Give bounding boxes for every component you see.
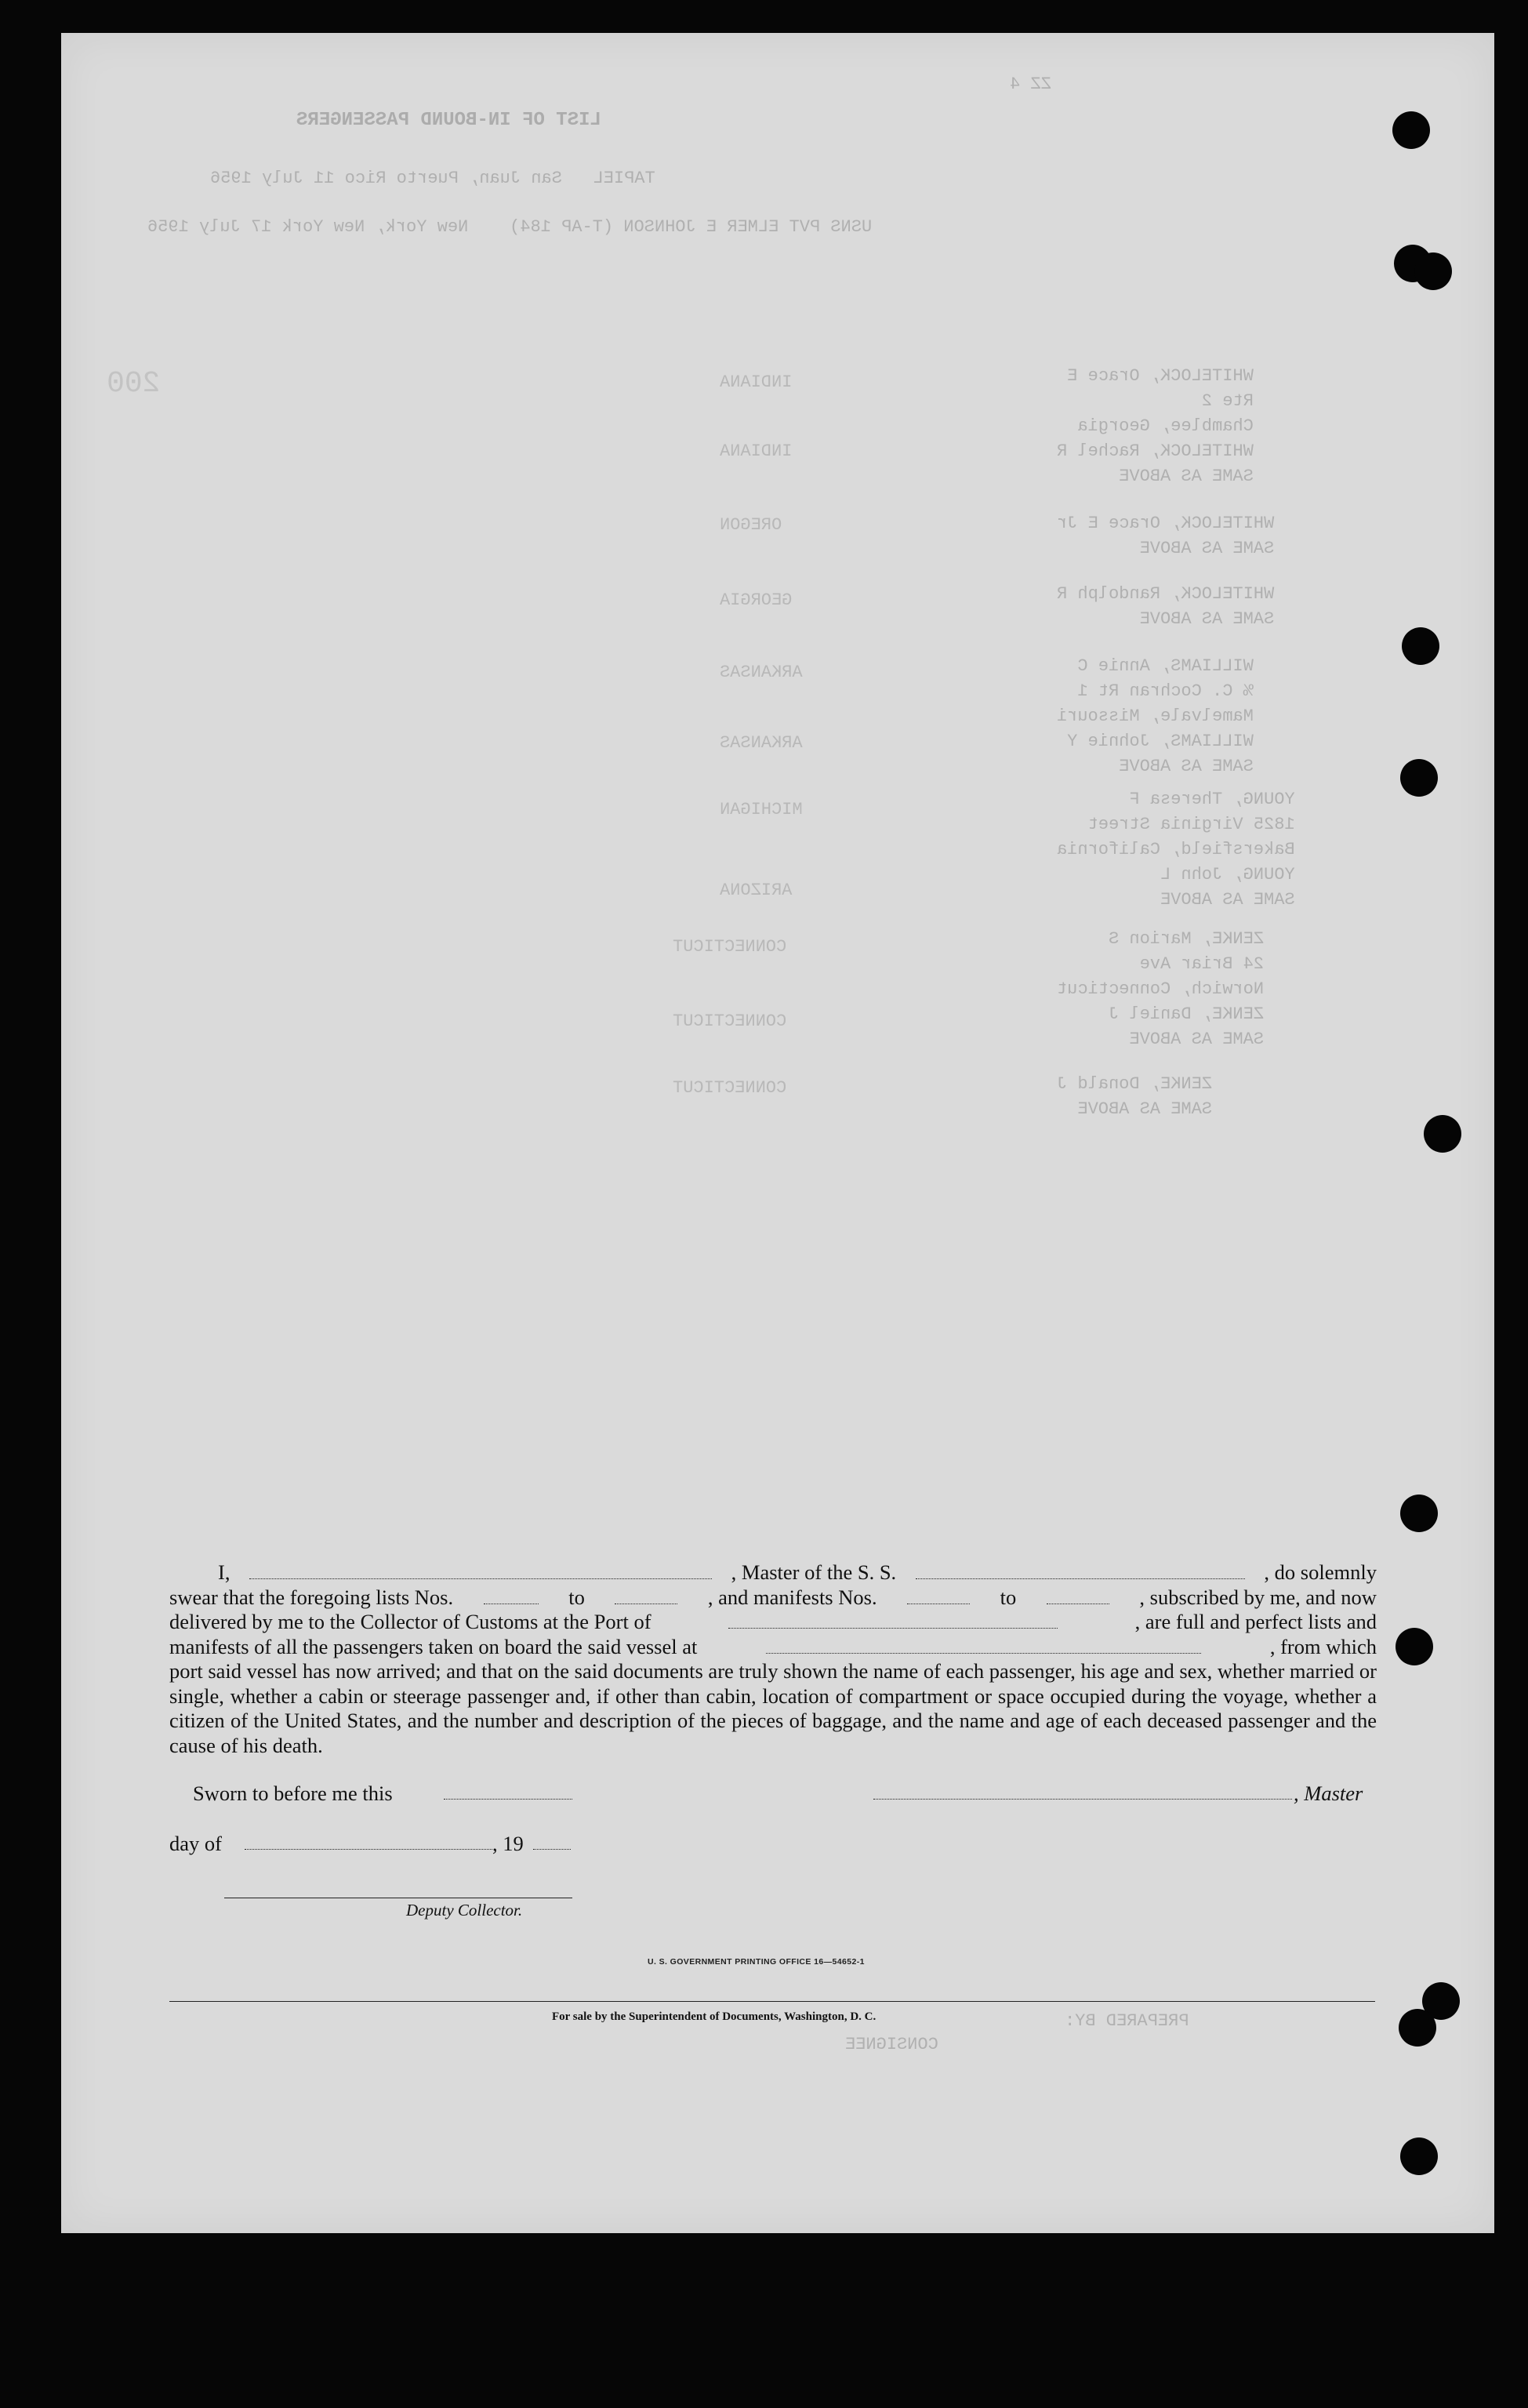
lists-to-field[interactable]: [615, 1588, 677, 1604]
punch-hole: [1399, 2009, 1436, 2047]
year-field[interactable]: [533, 1849, 571, 1850]
day-of-label: day of: [169, 1832, 222, 1855]
bleed-entry: YOUNG, Theresa F 1825 Virginia Street Bakersfield, California YOUNG, John L SAME AS ABOVE: [1057, 790, 1295, 910]
bleed-entry: WHITELOCK, Orace E Jr SAME AS ABOVE: [1057, 514, 1275, 558]
bleed-page-number: 200: [107, 367, 161, 401]
bleed-state: INDIANA: [720, 441, 793, 461]
port-field[interactable]: [728, 1612, 1058, 1629]
bleed-state: GEORGIA: [720, 590, 793, 610]
punch-hole: [1400, 1495, 1438, 1532]
form-sheet: [61, 33, 1494, 2233]
vessel-name-field[interactable]: [916, 1563, 1245, 1579]
sworn-label: Sworn to before me this: [193, 1781, 393, 1805]
footer-rule: [169, 2001, 1375, 2002]
year-label: , 19: [492, 1832, 524, 1855]
lists-from-field[interactable]: [484, 1588, 539, 1604]
bleed-entry: ZENKE, Marion S 24 Briar Ave Norwich, Connecticut ZENKE, Daniel J SAME AS ABOVE: [1057, 929, 1265, 1049]
bleed-state: CONNECTICUT: [673, 1078, 787, 1098]
manifests-from-field[interactable]: [907, 1588, 970, 1604]
bleed-state: MICHIGAN: [720, 800, 803, 819]
bleed-state: ARKANSAS: [720, 663, 803, 682]
oath-body: port said vessel has now arrived; and that on the said documents are truly shown the name of each passenger, his age and sex, whether married or single, whether a cabin or steerage passenger and, if other than cabin, location of compartment or space occupied during the voyage, whether a citizen of the United States, and the number and description of the pieces of baggage, and the name and age of each deceased passenger and the cause of his death.: [169, 1659, 1377, 1757]
master-label: , Master: [1294, 1781, 1363, 1805]
bleed-state: ARKANSAS: [720, 733, 803, 753]
punch-hole: [1392, 111, 1430, 149]
manifests-to-field[interactable]: [1047, 1588, 1109, 1604]
bleed-entry: WHITELOCK, Orace E Rte 2 Chamblee, Georgia WHITELOCK, Rachel R SAME AS ABOVE: [1057, 366, 1254, 486]
bleed-state: CONNECTICUT: [673, 1012, 787, 1031]
deputy-collector-label: Deputy Collector.: [406, 1901, 523, 1919]
punch-hole: [1402, 627, 1439, 665]
master-name-field[interactable]: [249, 1563, 712, 1579]
bleed-consignee: CONSIGNEE: [845, 2035, 938, 2054]
master-signature-field[interactable]: [873, 1799, 1292, 1800]
bleed-entry: WHITELOCK, Randolph R SAME AS ABOVE: [1057, 584, 1275, 629]
bleed-entry: ZENKE, Donald J SAME AS ABOVE: [1057, 1074, 1213, 1119]
punch-hole: [1400, 2137, 1438, 2175]
bleed-list-number: ZZ 4: [1010, 74, 1051, 94]
gpo-imprint: U. S. GOVERNMENT PRINTING OFFICE 16—54652-1: [648, 1957, 865, 1967]
bleed-header-vessel: USNS PVT ELMER E JOHNSON (T-AP 184) New York, New York 17 July 1956: [147, 217, 873, 237]
bleed-state: INDIANA: [720, 372, 793, 392]
bleed-state: CONNECTICUT: [673, 937, 787, 957]
punch-hole: [1400, 759, 1438, 797]
bleed-header-title: LIST OF IN-BOUND PASSENGERS: [296, 110, 601, 131]
day-of-field[interactable]: [245, 1849, 492, 1850]
punch-hole: [1414, 252, 1452, 290]
bleed-state: ARIZONA: [720, 881, 793, 900]
bleed-entry: WILLIAMS, Annie C % C. Cochran Rt 1 Mamelvale, Missouri WILLIAMS, Johnie Y SAME AS ABOVE: [1057, 656, 1254, 776]
departure-port-field[interactable]: [766, 1637, 1201, 1654]
bleed-state: OREGON: [720, 515, 782, 535]
bleed-prepared-by: PREPARED BY:: [1065, 2011, 1189, 2031]
punch-hole: [1396, 1628, 1433, 1665]
oath-paragraph: I, , Master of the S. S. , do solemnly swear that the foregoing lists Nos. to , and manifests Nos. to , subscribed by me, and now delivered by me to the Collector of Customs at the Port of , are full and perfect lists and manifests of all the passengers taken on board the said vessel at , from which port said vessel has now arrived; and that on the said documents are truly shown the name of each passenger, his age and sex, whether married or single, whether a cabin or steerage passenger and, if other than cabin, location of compartment or space occupied during the voyage, whether a citizen of the United States, and the number and description of the pieces of baggage, and the name and age of each deceased passenger and the cause of his death.: [169, 1560, 1377, 1757]
punch-hole: [1424, 1115, 1461, 1153]
bleed-header-port: TAPIEL San Juan, Puerto Rico 11 July 1956: [210, 169, 655, 188]
sworn-date-field[interactable]: [444, 1799, 572, 1800]
for-sale-notice: For sale by the Superintendent of Documents, Washington, D. C.: [552, 2010, 877, 2023]
